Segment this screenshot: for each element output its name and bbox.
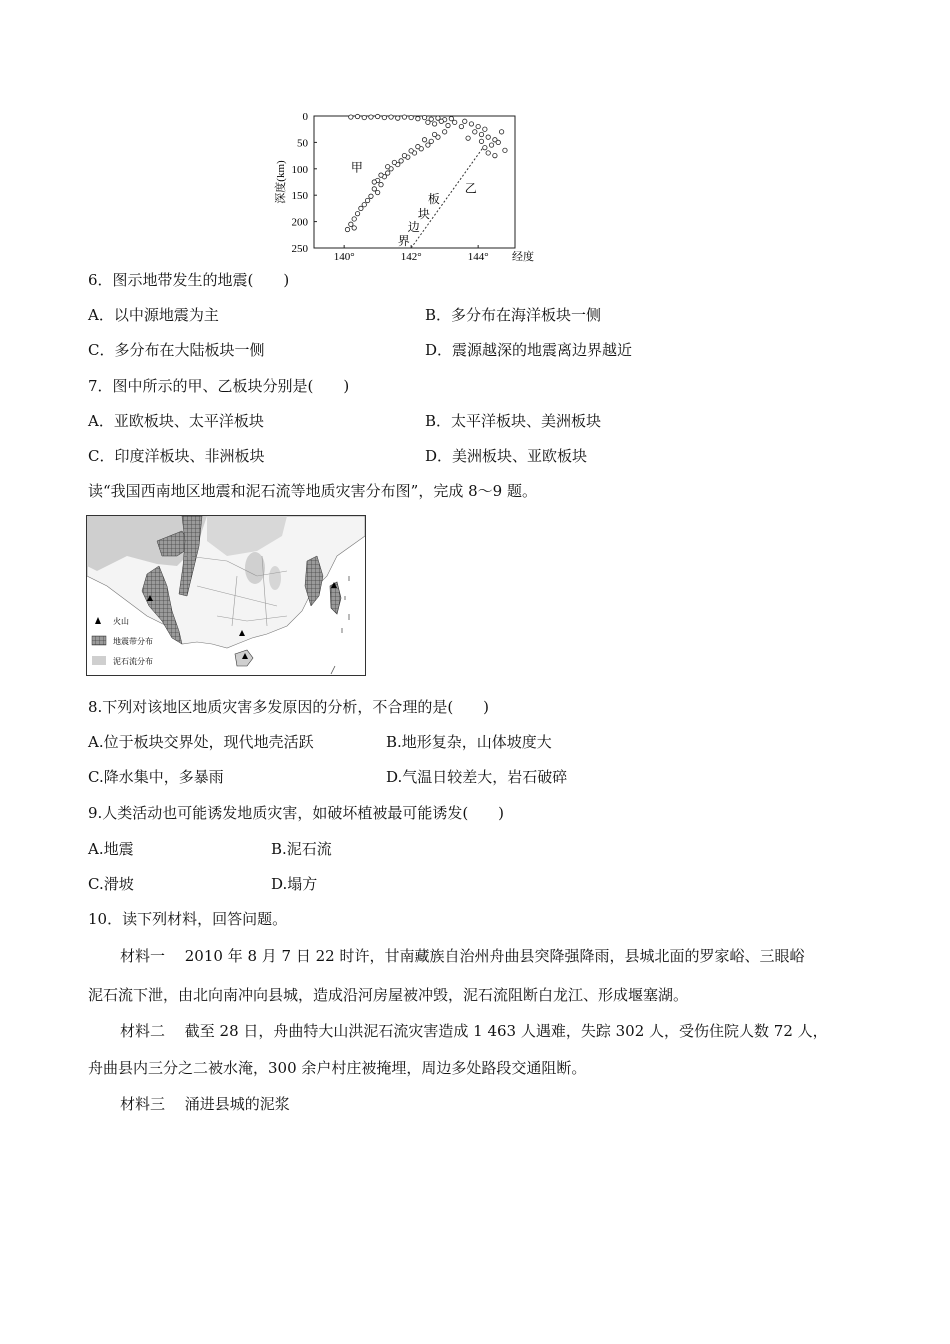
earthquake-point — [416, 144, 420, 148]
earthquake-point — [369, 115, 373, 119]
earthquake-point — [372, 180, 376, 184]
earthquake-point — [422, 115, 426, 119]
earthquake-point — [476, 124, 480, 128]
earthquake-depth-chart — [262, 108, 552, 268]
q7-option-c: C．印度洋板块、非洲板块 — [88, 447, 265, 465]
y-axis-label: 深度(km) — [275, 160, 287, 204]
earthquake-point — [375, 114, 379, 118]
legend-quake-icon — [92, 636, 106, 645]
map-legend — [92, 616, 153, 666]
q9-stem: 9.人类活动也可能诱发地质灾害，如破坏植被最可能诱发( ) — [88, 804, 505, 822]
q8-stem: 8.下列对该地区地质灾害多发原因的分析，不合理的是( ) — [88, 698, 490, 716]
earthquake-point — [389, 115, 393, 119]
earthquake-point — [486, 151, 490, 155]
earthquake-point — [386, 171, 390, 175]
y-tick-label: 250 — [291, 243, 308, 255]
earthquake-point — [429, 139, 433, 143]
earthquake-point — [463, 119, 467, 123]
q9-option-a: A.地震 — [88, 840, 134, 858]
legend-quake-label: 地震带分布 — [113, 637, 153, 646]
earthquake-point — [369, 194, 373, 198]
y-tick-label: 100 — [291, 163, 308, 176]
earthquake-point — [365, 198, 369, 202]
earthquake-point — [426, 120, 430, 124]
plate-yi-label: 乙 — [464, 181, 477, 196]
boundary-label-char: 块 — [417, 206, 430, 221]
earthquake-point — [426, 143, 430, 147]
map-svg — [87, 516, 365, 675]
boundary-label-char: 边 — [407, 220, 420, 235]
earthquake-point — [349, 115, 353, 119]
earthquake-point — [466, 136, 470, 140]
earthquake-point — [479, 132, 483, 136]
q10-material-1-line-1: 材料一 2010 年 8 月 7 日 22 时许，甘南藏族自治州舟曲县突降强降雨，县城北面的罗家峪、三眼峪 — [120, 947, 805, 965]
q7-option-d: D．美洲板块、亚欧板块 — [425, 447, 588, 465]
earthquake-point — [402, 153, 406, 157]
q10-stem: 10．读下列材料，回答问题。 — [88, 910, 288, 928]
earthquake-point — [422, 138, 426, 142]
earthquake-point — [439, 119, 443, 123]
x-tick-label: 144° — [467, 251, 489, 263]
earthquake-point — [372, 187, 376, 191]
earthquake-point — [479, 139, 483, 143]
earthquake-point — [382, 115, 386, 119]
q10-material-3: 材料三 涌进县城的泥浆 — [120, 1095, 290, 1113]
earthquake-point — [362, 203, 366, 207]
q9-option-c: C.滑坡 — [88, 875, 134, 893]
earthquake-point — [496, 140, 500, 144]
earthquake-point — [379, 173, 383, 177]
earthquake-point — [493, 153, 497, 157]
q8-option-c: C.降水集中，多暴雨 — [88, 768, 224, 786]
q7-option-a: A．亚欧板块、太平洋板块 — [88, 412, 264, 430]
earthquake-point — [349, 222, 353, 226]
earthquake-point — [345, 227, 349, 231]
y-tick-label: 0 — [302, 111, 308, 123]
earthquake-point — [483, 127, 487, 131]
earthquake-point — [499, 130, 503, 134]
earthquake-point — [396, 116, 400, 120]
earthquake-point — [459, 124, 463, 128]
q8-option-d: D.气温日较差大，岩石破碎 — [386, 768, 568, 786]
chart-svg — [262, 108, 552, 268]
y-tick-label: 50 — [297, 137, 308, 150]
earthquake-point — [469, 122, 473, 126]
earthquake-point — [503, 148, 507, 152]
legend-volcano-label: 火山 — [113, 617, 129, 626]
earthquake-point — [432, 132, 436, 136]
intro-8-9: 读“我国西南地区地震和泥石流等地质灾害分布图”，完成 8～9 题。 — [88, 482, 537, 500]
q7-stem: 7．图中所示的甲、乙板块分别是( ) — [88, 377, 350, 395]
earthquake-point — [379, 182, 383, 186]
earthquake-point — [449, 116, 453, 120]
earthquake-point — [453, 120, 457, 124]
earthquake-point — [386, 164, 390, 168]
earthquake-point — [416, 116, 420, 120]
earthquake-point — [432, 122, 436, 126]
earthquake-point — [409, 115, 413, 119]
q10-material-2-line-1: 材料二 截至 28 日，舟曲特大山洪泥石流灾害造成 1 463 人遇难，失踪 302 人，受伤住院人数 72 人， — [120, 1022, 828, 1040]
earthquake-point — [483, 145, 487, 149]
earthquake-point — [399, 159, 403, 163]
q7-option-b: B．太平洋板块、美洲板块 — [425, 412, 602, 430]
earthquake-point — [402, 115, 406, 119]
legend-volcano-icon — [95, 617, 101, 624]
earthquake-point — [409, 149, 413, 153]
earthquake-point — [442, 130, 446, 134]
q10-material-2-line-2: 舟曲县内三分之二被水淹，300 余户村庄被掩埋，周边多处路段交通阻断。 — [88, 1059, 587, 1077]
q10-material-1-line-2: 泥石流下泄，由北向南冲向县城，造成沿河房屋被冲毁，泥石流阻断白龙江、形成堰塞湖。 — [88, 986, 689, 1004]
earthquake-point — [352, 226, 356, 230]
earthquake-point — [486, 135, 490, 139]
debris-area-4 — [269, 566, 281, 590]
earthquake-point — [352, 217, 356, 221]
earthquake-point — [355, 114, 359, 118]
y-tick-label: 150 — [291, 190, 308, 203]
q8-option-a: A.位于板块交界处，现代地壳活跃 — [88, 733, 314, 751]
earthquake-point — [446, 123, 450, 127]
q6-stem: 6．图示地带发生的地震( ) — [88, 271, 290, 289]
legend-debris-icon — [92, 656, 106, 665]
boundary-label-char: 板 — [427, 192, 440, 207]
legend-debris-label: 泥石流分布 — [113, 657, 153, 666]
q6-option-d: D．震源越深的地震离边界越近 — [425, 341, 633, 359]
plate-boundary-line — [411, 145, 485, 248]
earthquake-point — [392, 160, 396, 164]
q6-option-b: B．多分布在海洋板块一侧 — [425, 306, 602, 324]
x-tick-label: 140° — [333, 251, 355, 263]
boundary-label-char: 界 — [397, 233, 410, 248]
earthquake-point — [359, 206, 363, 210]
earthquake-point — [362, 115, 366, 119]
plate-jia-label: 甲 — [350, 160, 363, 175]
q6-option-a: A．以中源地震为主 — [88, 306, 219, 324]
q8-option-b: B.地形复杂，山体坡度大 — [386, 733, 552, 751]
y-tick-label: 200 — [291, 216, 308, 229]
earthquake-point — [489, 143, 493, 147]
q9-option-d: D.塌方 — [271, 875, 318, 893]
x-tick-label: 142° — [400, 251, 422, 263]
q9-option-b: B.泥石流 — [271, 840, 332, 858]
q6-option-c: C．多分布在大陆板块一侧 — [88, 341, 265, 359]
earthquake-point — [355, 211, 359, 215]
earthquake-point — [473, 130, 477, 134]
x-axis-label: 经度 — [512, 251, 534, 263]
geohazard-map — [86, 515, 366, 676]
earthquake-point — [375, 190, 379, 194]
